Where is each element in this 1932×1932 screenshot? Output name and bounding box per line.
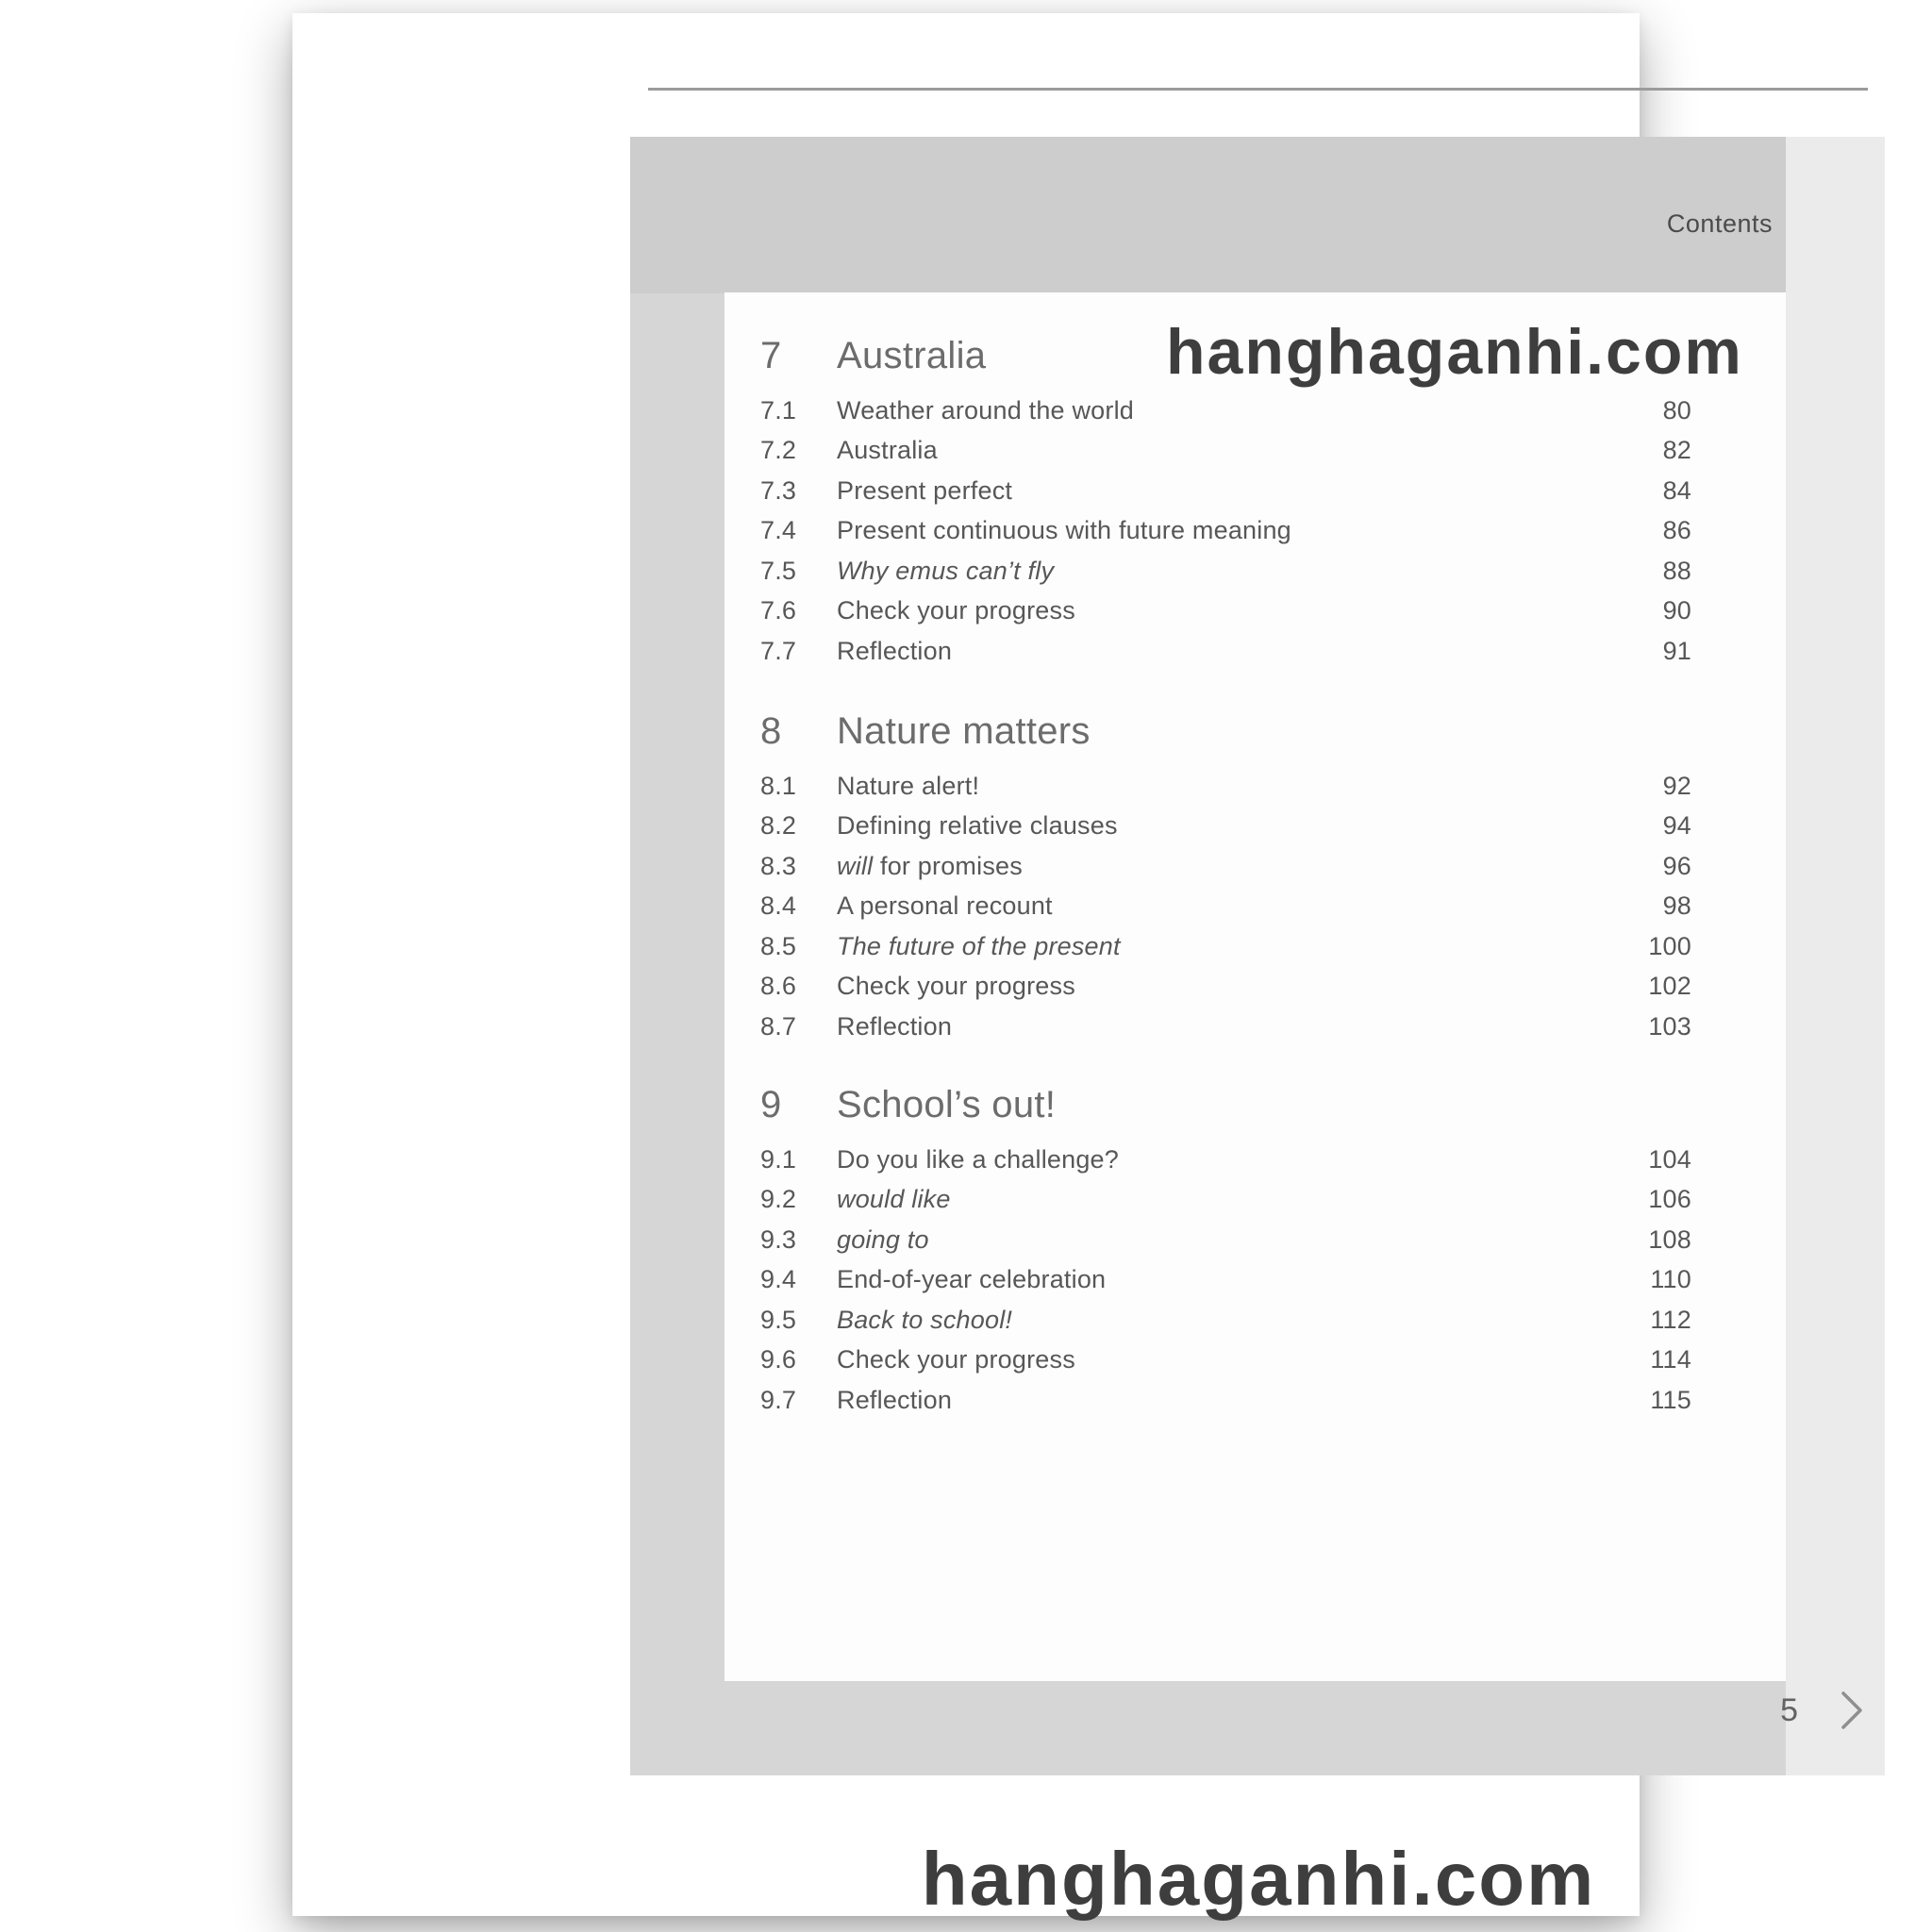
row-page-number: 106 (1648, 1185, 1691, 1214)
row-page-number: 114 (1650, 1345, 1691, 1374)
row-number: 7.2 (760, 436, 797, 465)
watermark-bottom: hanghaganhi.com (921, 1837, 1596, 1921)
toc-row (760, 471, 1691, 511)
row-number: 7.3 (760, 475, 797, 505)
toc-row (760, 1220, 1691, 1260)
toc-row (760, 1341, 1691, 1381)
toc-row (760, 431, 1691, 472)
row-page-number: 108 (1648, 1224, 1691, 1254)
section-number: 9 (760, 1083, 782, 1125)
toc-row (760, 631, 1691, 672)
row-title: Reflection (837, 636, 953, 665)
row-title: Check your progress (837, 596, 1075, 625)
row-page-number: 88 (1662, 556, 1691, 585)
page-number: 5 (1780, 1692, 1798, 1728)
row-title: Back to school! (837, 1305, 1013, 1334)
section-title: Nature matters (837, 709, 1091, 752)
row-page-number: 90 (1662, 596, 1691, 625)
row-number: 9.2 (760, 1185, 797, 1214)
row-title: The future of the present (837, 931, 1121, 960)
row-title: Defining relative clauses (837, 811, 1118, 841)
row-number: 9.1 (760, 1144, 797, 1174)
row-title: going to (837, 1224, 929, 1254)
row-number: 8.3 (760, 851, 797, 880)
row-page-number: 100 (1648, 931, 1691, 960)
toc-row (760, 511, 1691, 552)
watermark-center: hanghaganhi.com (1166, 316, 1743, 388)
toc-row (760, 967, 1691, 1008)
contents-label: Contents (1666, 209, 1773, 238)
row-number: 9.3 (760, 1224, 797, 1254)
row-title: Do you like a challenge? (837, 1144, 1119, 1174)
row-title: Check your progress (837, 972, 1075, 1001)
page-edge-column (1786, 137, 1885, 1775)
toc-row (760, 1380, 1691, 1421)
toc-row (760, 766, 1691, 807)
chevron-right-icon[interactable] (1836, 1687, 1868, 1734)
toc-row (760, 1180, 1691, 1221)
row-number: 7.5 (760, 556, 797, 585)
toc-row (760, 591, 1691, 632)
toc-row (760, 1140, 1691, 1180)
row-page-number: 102 (1648, 972, 1691, 1001)
section-title: School’s out! (837, 1083, 1057, 1125)
row-number: 8.4 (760, 891, 797, 921)
row-title: Check your progress (837, 1345, 1075, 1374)
contents-header-band (630, 137, 1786, 293)
toc-row (760, 926, 1691, 967)
row-title: will for promises (837, 851, 1023, 880)
row-number: 8.5 (760, 931, 797, 960)
row-title: Present perfect (837, 475, 1013, 505)
toc-row (760, 391, 1691, 431)
toc-row (760, 1007, 1691, 1047)
toc-row (760, 846, 1691, 887)
row-title: End-of-year celebration (837, 1265, 1107, 1294)
toc-row (760, 887, 1691, 927)
row-page-number: 110 (1650, 1265, 1691, 1294)
row-title: Nature alert! (837, 771, 980, 800)
section-number: 8 (760, 709, 782, 752)
row-page-number: 94 (1662, 811, 1691, 841)
row-page-number: 96 (1662, 851, 1691, 880)
section-heading (760, 705, 1691, 758)
row-title: would like (837, 1185, 951, 1214)
toc-section (760, 705, 1691, 1047)
row-title: Reflection (837, 1385, 953, 1414)
row-number: 8.2 (760, 811, 797, 841)
toc-row (760, 551, 1691, 591)
section-number: 7 (760, 334, 782, 376)
row-page-number: 92 (1662, 771, 1691, 800)
toc-row (760, 1300, 1691, 1341)
row-page-number: 103 (1648, 1011, 1691, 1041)
row-title: Present continuous with future meaning (837, 516, 1291, 545)
row-page-number: 84 (1662, 475, 1691, 505)
toc-sections (724, 292, 1786, 1681)
row-page-number: 98 (1662, 891, 1691, 921)
row-number: 8.7 (760, 1011, 797, 1041)
row-number: 9.4 (760, 1265, 797, 1294)
row-page-number: 82 (1662, 436, 1691, 465)
section-heading (760, 1078, 1691, 1131)
content-page (724, 292, 1786, 1681)
row-title: Why emus can’t fly (837, 556, 1055, 585)
row-number: 7.6 (760, 596, 797, 625)
row-number: 7.4 (760, 516, 797, 545)
row-page-number: 80 (1662, 395, 1691, 425)
toc-row (760, 1260, 1691, 1301)
row-page-number: 104 (1648, 1144, 1691, 1174)
row-page-number: 115 (1650, 1385, 1691, 1414)
row-page-number: 86 (1662, 516, 1691, 545)
toc-row (760, 807, 1691, 847)
top-rule (648, 88, 1868, 91)
row-title: A personal recount (837, 891, 1053, 921)
row-number: 9.6 (760, 1345, 797, 1374)
row-title: Weather around the world (837, 395, 1134, 425)
row-number: 8.6 (760, 972, 797, 1001)
row-title: Australia (837, 436, 938, 465)
row-number: 7.1 (760, 395, 797, 425)
row-page-number: 112 (1650, 1305, 1691, 1334)
toc-section (760, 1078, 1691, 1421)
row-page-number: 91 (1662, 636, 1691, 665)
section-title: Australia (837, 334, 987, 376)
row-number: 9.5 (760, 1305, 797, 1334)
row-number: 9.7 (760, 1385, 797, 1414)
page-card (292, 13, 1798, 1921)
row-number: 8.1 (760, 771, 797, 800)
row-title: Reflection (837, 1011, 953, 1041)
row-number: 7.7 (760, 636, 797, 665)
